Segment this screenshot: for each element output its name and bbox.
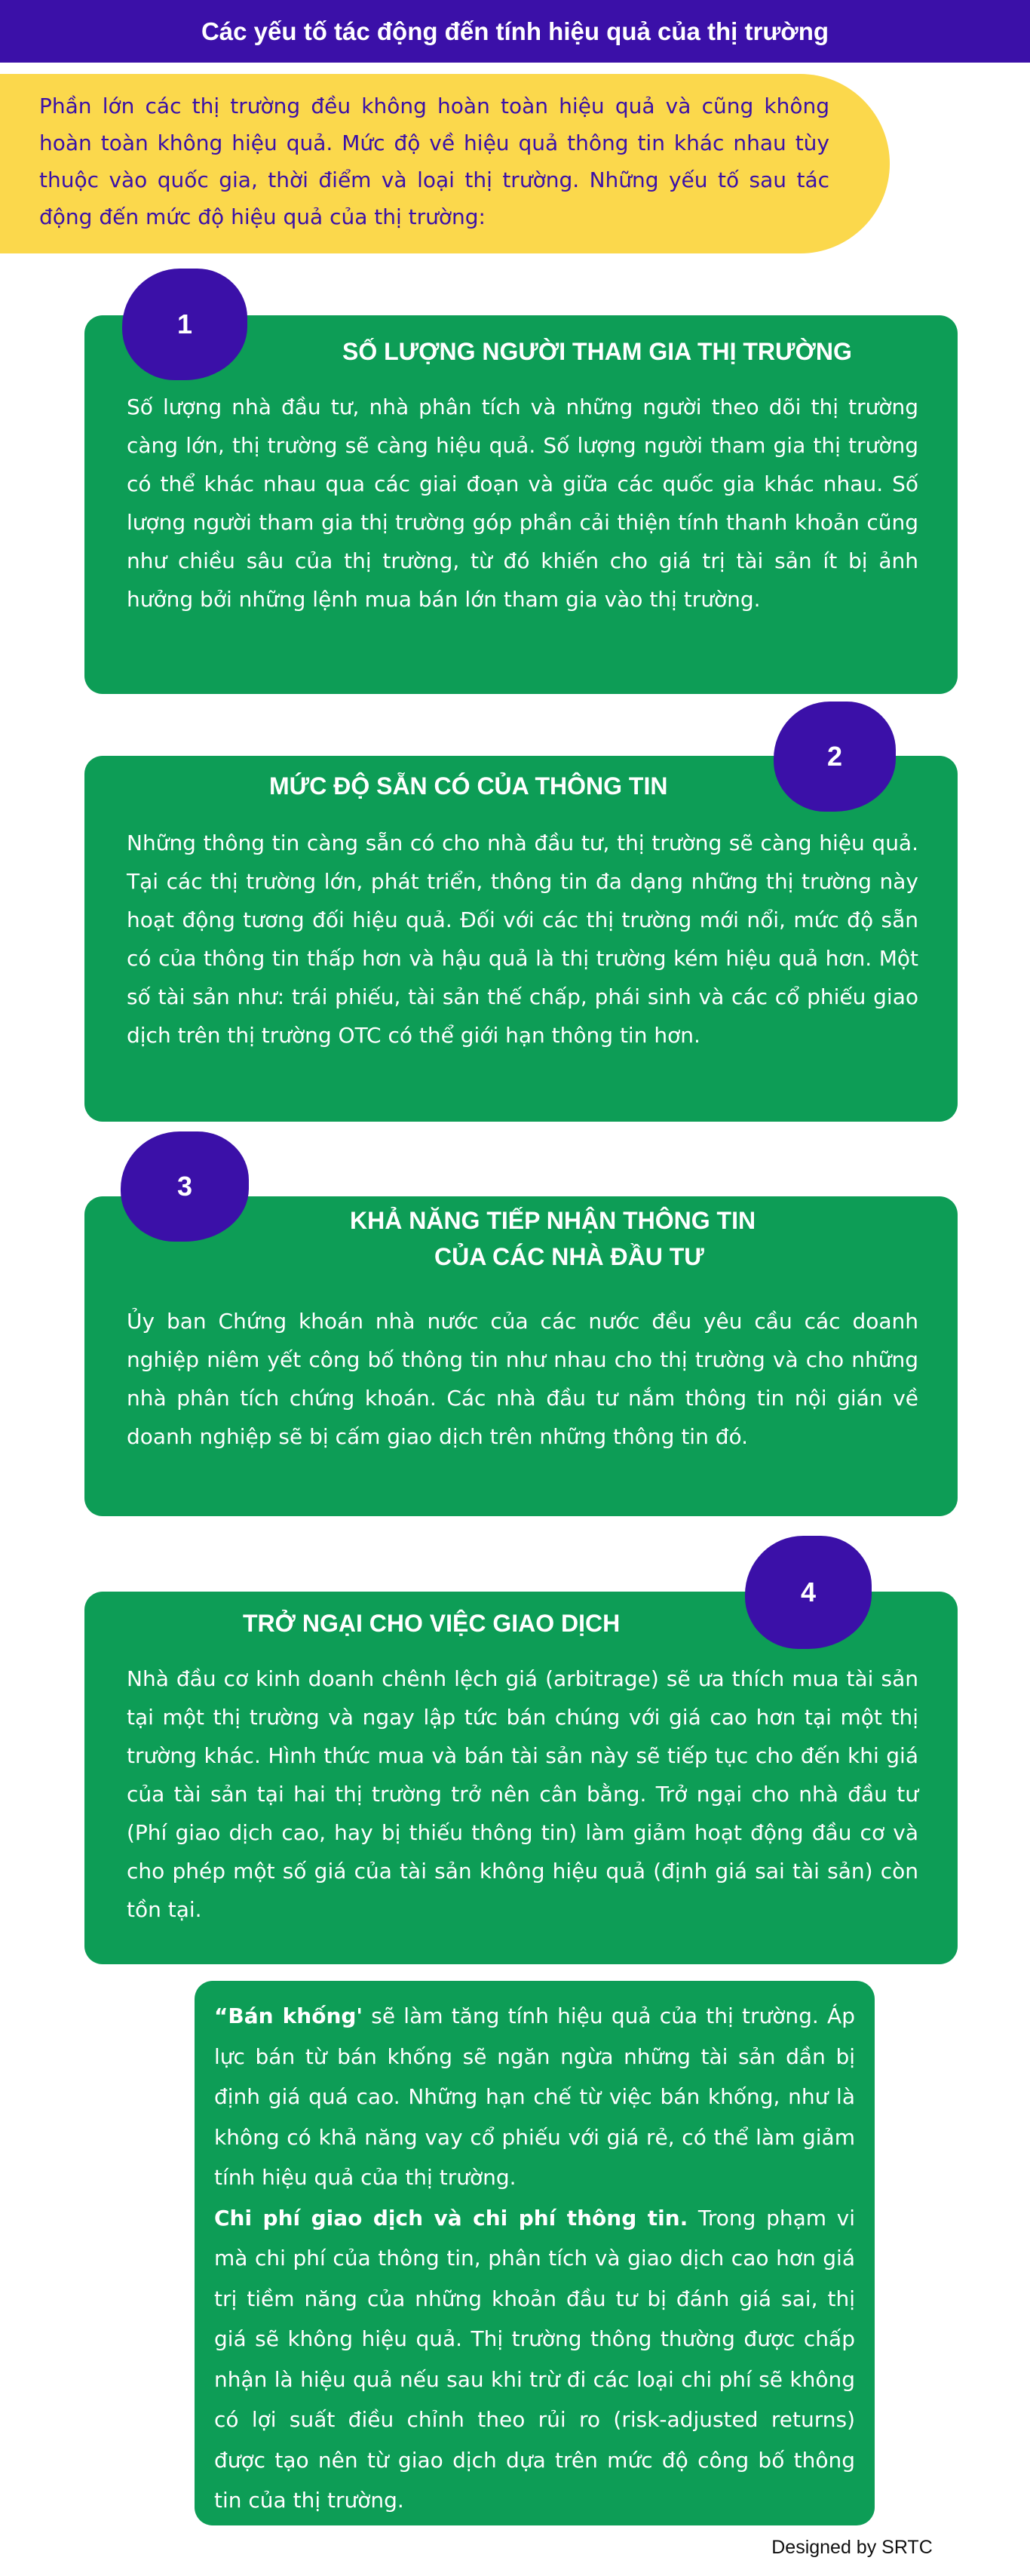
intro-text: Phần lớn các thị trường đều không hoàn toàn hiệu quả và cũng không hoàn toàn không hiệu quả. Mức độ về hiệu quả thông tin khác nhau tùy thuộc vào quốc gia, thời điểm và loại thị trường. Những yếu tố sau tác động đến mức độ hiệu quả của thị trường: bbox=[39, 94, 829, 229]
number-badge-1: 1 bbox=[122, 269, 247, 380]
factor-card-3 bbox=[84, 1196, 958, 1516]
number-badge-3: 3 bbox=[121, 1131, 249, 1242]
factor-title: KHẢ NĂNG TIẾP NHẬN THÔNG TIN bbox=[350, 1207, 756, 1234]
factor-body: Nhà đầu cơ kinh doanh chênh lệch giá (arbitrage) sẽ ưa thích mua tài sản tại một thị trường và ngay lập tức bán chúng với giá cao hơn tại một thị trường khác. Hình thức mua và bán tài sản này sẽ tiếp tục cho đến khi giá của tài sản tại hai thị trường trở nên cân bằng. Trở ngại cho nhà đầu tư (Phí giao dịch cao, hay bị thiếu thông tin) làm giảm hoạt động đầu cơ và cho phép một số giá của tài sản không hiệu quả (định giá sai tài sản) còn tồn tại. bbox=[127, 1666, 918, 1922]
factor-title: MỨC ĐỘ SẴN CÓ CỦA THÔNG TIN bbox=[269, 772, 668, 800]
factor-body: Số lượng nhà đầu tư, nhà phân tích và những người theo dõi thị trường càng lớn, thị trường sẽ càng hiệu quả. Số lượng người tham gia thị trường có thể khác nhau qua các giai đoạn và giữa các quốc gia khác nhau. Số lượng người tham gia thị trường góp phần cải thiện tính thanh khoản cũng như chiều sâu của thị trường, từ đó khiến cho giá trị tài sản ít bị ảnh hưởng bởi những lệnh mua bán lớn tham gia vào thị trường. bbox=[127, 395, 918, 612]
short-selling-label: “Bán khống' bbox=[214, 2003, 363, 2028]
factor-title-line-2: CỦA CÁC NHÀ ĐẦU TƯ bbox=[434, 1243, 704, 1270]
factor-card-4 bbox=[84, 1592, 958, 1964]
factor-title: TRỞ NGẠI CHO VIỆC GIAO DỊCH bbox=[243, 1610, 621, 1637]
number-badge-4: 4 bbox=[745, 1536, 872, 1649]
intro-banner bbox=[0, 74, 890, 253]
factor-body: Những thông tin càng sẵn có cho nhà đầu tư, thị trường sẽ càng hiệu quả. Tại các thị trường lớn, phát triển, thông tin đa dạng những thị trường này hoạt động tương đối hiệu quả. Đối với các thị trường mới nổi, mức độ sẵn có của thông tin thấp hơn và hậu quả là thị trường kém hiệu quả hơn. Một số tài sản như: trái phiếu, tài sản thế chấp, phái sinh và các cổ phiếu giao dịch trên thị trường OTC có thể giới hạn thông tin hơn. bbox=[127, 831, 918, 1048]
note-box bbox=[195, 1981, 875, 2525]
costs-label: Chi phí giao dịch và chi phí thông tin. bbox=[214, 2205, 688, 2231]
number-badge-2: 2 bbox=[774, 702, 896, 812]
short-selling-text: sẽ làm tăng tính hiệu quả của thị trường. Áp lực bán từ bán khống sẽ ngăn ngừa những tài sản dần bị định giá quá cao. Những hạn chế từ việc bán khống, như là không có khả năng vay cổ phiếu với giá rẻ, có thể làm giảm tính hiệu quả của thị trường. bbox=[214, 2003, 855, 2190]
note-text bbox=[214, 1996, 855, 2521]
factor-title: SỐ LƯỢNG NGƯỜI THAM GIA THỊ TRƯỜNG bbox=[342, 338, 852, 365]
factor-body: Ủy ban Chứng khoán nhà nước của các nước đều yêu cầu các doanh nghiệp niêm yết công bố thông tin như nhau cho thị trường và cho những nhà phân tích chứng khoán. Các nhà đầu tư nắm thông tin nội gián về doanh nghiệp sẽ bị cấm giao dịch trên những thông tin đó. bbox=[127, 1309, 918, 1449]
page-title: Các yếu tố tác động đến tính hiệu quả của thị trường bbox=[0, 0, 1030, 63]
costs-text: Trong phạm vi mà chi phí của thông tin, phân tích và giao dịch cao hơn giá trị tiềm năng của những khoản đầu tư bị đánh giá sai, thị giá sẽ không hiệu quả. Thị trường thông thường được chấp nhận là hiệu quả nếu sau khi trừ đi các loại chi phí sẽ không có lợi suất điều chỉnh theo rủi ro (risk-adjusted returns) được tạo nên từ giao dịch dựa trên mức độ công bố thông tin của thị trường. bbox=[214, 2205, 856, 2513]
designer-credit: Designed by SRTC bbox=[771, 2537, 933, 2558]
